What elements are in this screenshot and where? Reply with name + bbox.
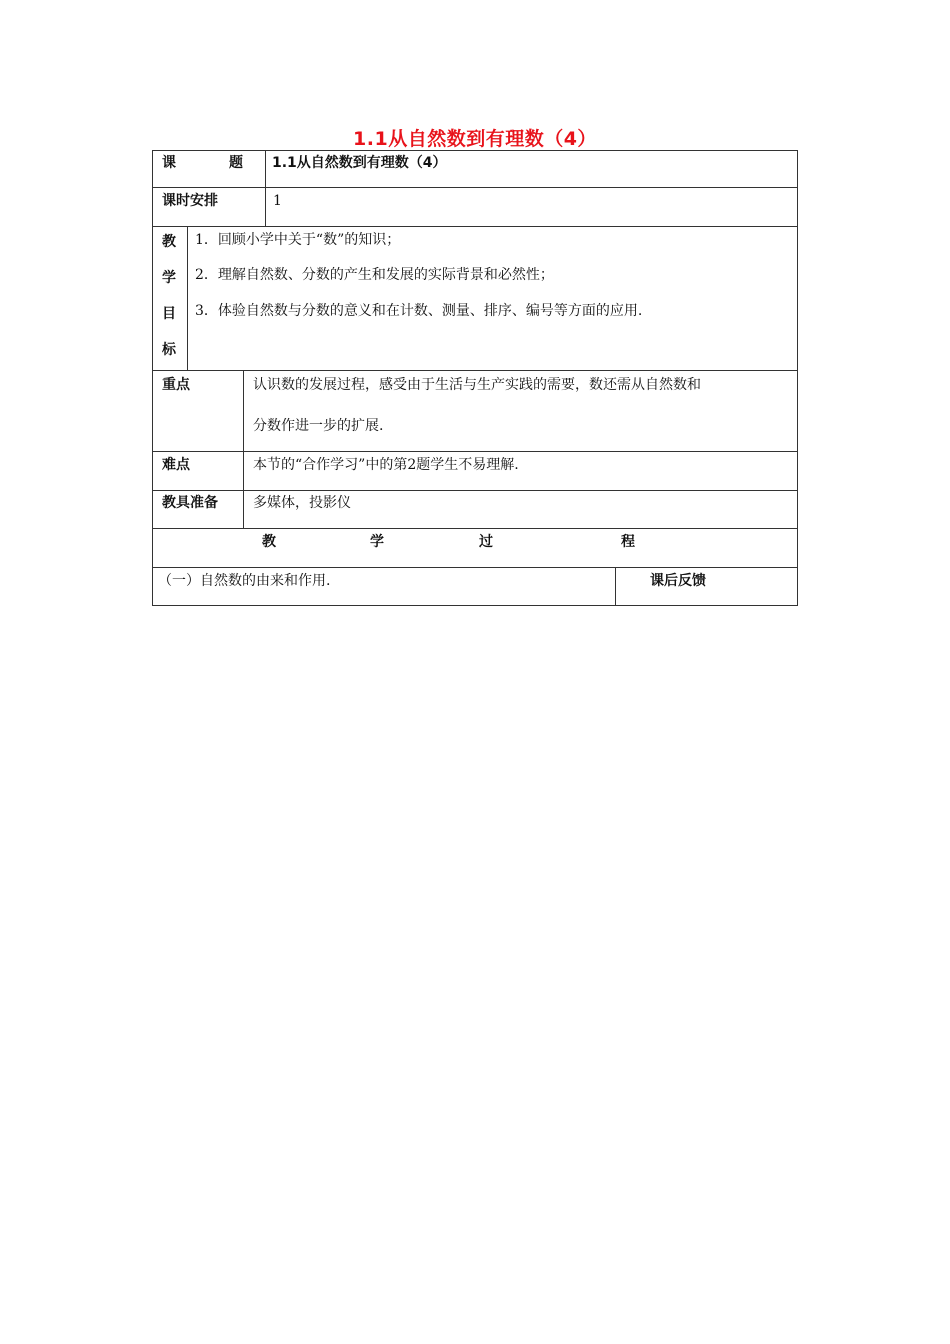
goals-label-char: 教: [162, 234, 176, 250]
goals-label-char: 学: [162, 270, 176, 286]
column-divider: [187, 226, 188, 370]
process-heading-char: 程: [621, 534, 635, 550]
schedule-label: 课时安排: [162, 193, 218, 209]
row-divider: [152, 226, 798, 227]
materials-label: 教具准备: [162, 495, 218, 511]
process-heading-char: 学: [370, 534, 384, 550]
materials-text: 多媒体，投影仪: [253, 495, 351, 511]
key-points-label: 重点: [162, 377, 190, 393]
page-title: 1.1从自然数到有理数（4）: [353, 128, 597, 150]
row-divider: [152, 567, 798, 568]
process-heading-char: 教: [262, 534, 276, 550]
difficulty-text: 本节的“合作学习”中的第2题学生不易理解.: [253, 457, 519, 473]
column-divider: [265, 150, 266, 226]
difficulty-label: 难点: [162, 457, 190, 473]
row-divider: [152, 451, 798, 452]
schedule-value: 1: [273, 193, 282, 209]
row-divider: [152, 187, 798, 188]
key-points-text: 认识数的发展过程，感受由于生活与生产实践的需要，数还需从自然数和: [253, 377, 701, 393]
goal-item: 1．回顾小学中关于“数”的知识；: [195, 232, 401, 248]
row-divider: [152, 528, 798, 529]
goal-item: 2．理解自然数、分数的产生和发展的实际背景和必然性；: [195, 267, 554, 283]
column-divider: [243, 370, 244, 528]
goals-label-char: 目: [162, 306, 176, 322]
process-step-text: （一）自然数的由来和作用.: [158, 573, 331, 589]
row-divider: [152, 490, 798, 491]
topic-label-char: 课: [162, 155, 176, 171]
goals-label-char: 标: [162, 342, 176, 358]
key-points-text: 分数作进一步的扩展.: [253, 418, 384, 434]
topic-value: 1.1从自然数到有理数（4）: [272, 155, 447, 171]
feedback-label: 课后反馈: [650, 573, 706, 589]
topic-label-char: 题: [229, 155, 243, 171]
column-divider: [615, 567, 616, 606]
process-heading-char: 过: [479, 534, 493, 550]
row-divider: [152, 370, 798, 371]
goal-item: 3．体验自然数与分数的意义和在计数、测量、排序、编号等方面的应用.: [195, 303, 643, 319]
